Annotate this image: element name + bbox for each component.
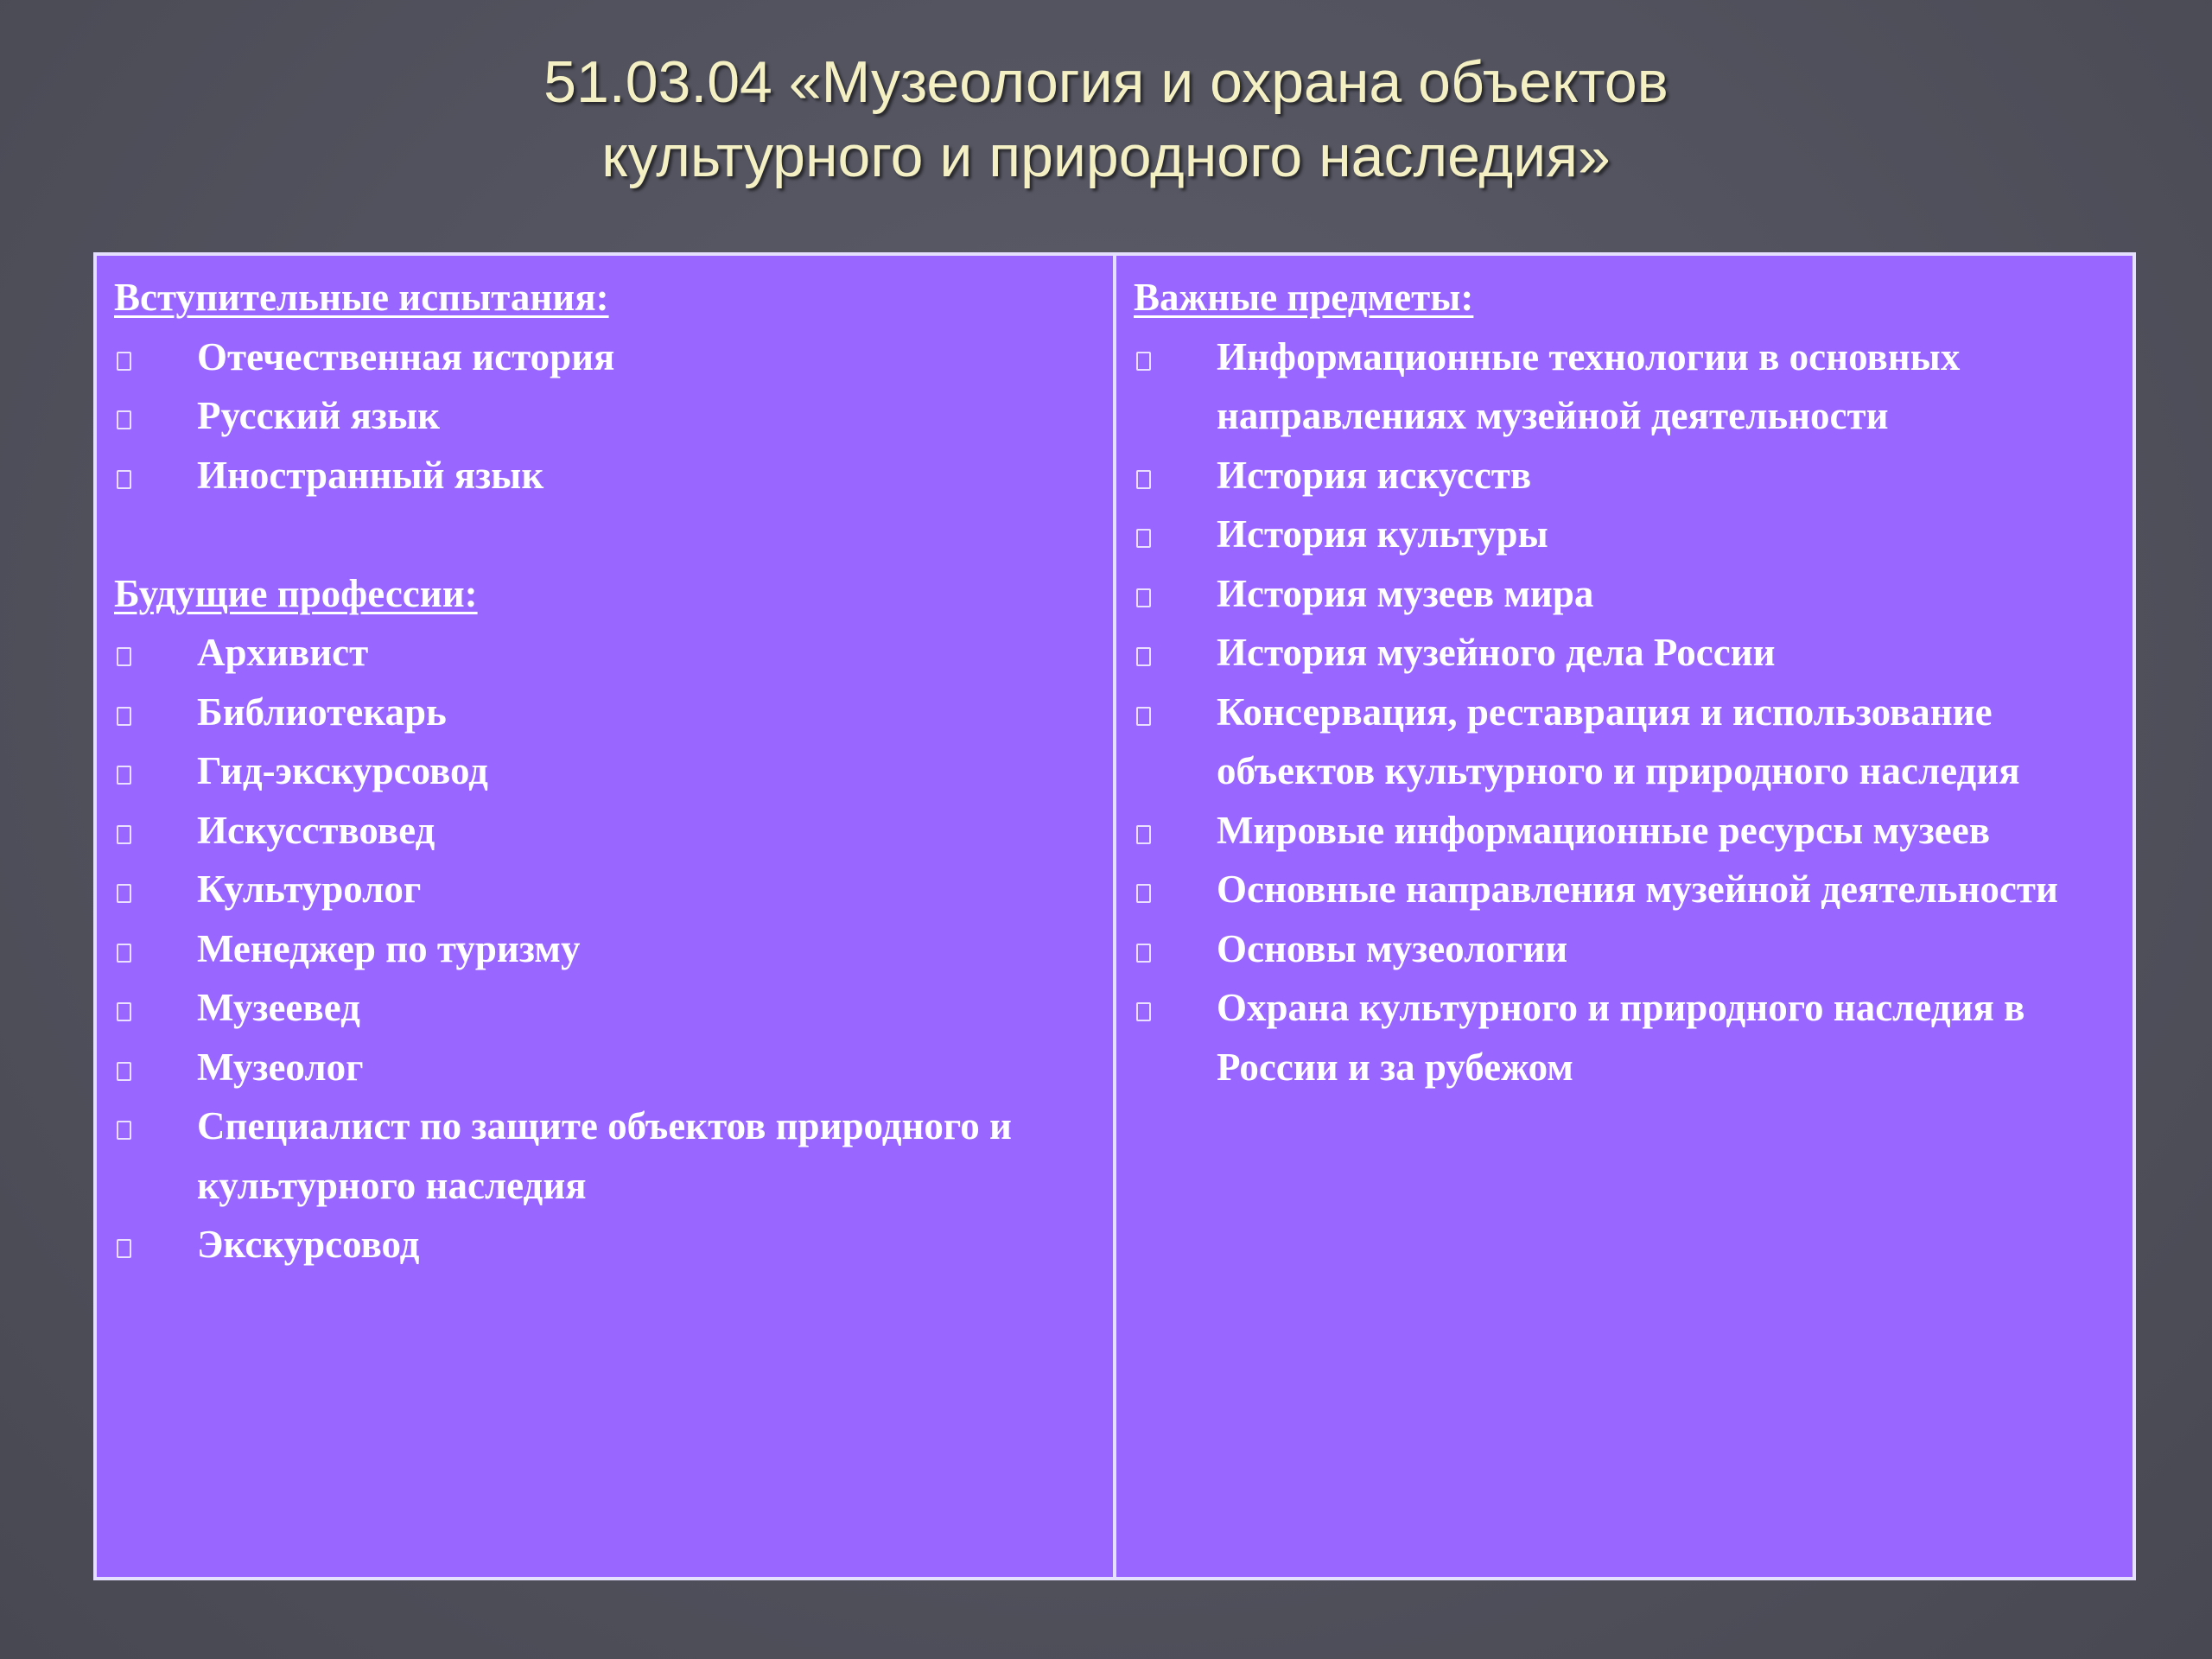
- list-item: [1134, 505, 2115, 564]
- list-item-text: Искусствовед: [197, 808, 435, 852]
- bullet-icon: [1136, 707, 1151, 726]
- list-item-text: Отечественная история: [197, 334, 615, 378]
- professions-list: [114, 623, 1096, 1274]
- list-item: [1134, 860, 2115, 919]
- list-item-text: Специалист по защите объектов природного и культурного наследия: [197, 1104, 1012, 1207]
- list-item: [114, 1038, 1096, 1097]
- bullet-icon: [1136, 352, 1151, 371]
- bullet-icon: [117, 825, 131, 844]
- list-item: [114, 1215, 1096, 1274]
- list-item: [114, 978, 1096, 1038]
- subjects-list: [1134, 327, 2115, 1097]
- exams-heading: Вступительные испытания:: [114, 276, 609, 319]
- bullet-icon: [117, 884, 131, 903]
- list-item: [1134, 327, 2115, 446]
- bullet-icon: [1136, 588, 1151, 607]
- list-item-text: Информационные технологии в основных направлениях музейной деятельности: [1217, 334, 1961, 437]
- bullet-icon: [1136, 647, 1151, 666]
- bullet-icon: [117, 647, 131, 666]
- bullet-icon: [117, 470, 131, 489]
- left-column: [97, 256, 1116, 1577]
- slide-title: [0, 45, 2212, 194]
- list-item: [1134, 446, 2115, 505]
- list-item-text: Библиотекарь: [197, 690, 447, 734]
- list-item-text: Мировые информационные ресурсы музеев: [1217, 808, 1991, 852]
- content-table: [93, 252, 2136, 1580]
- list-item: [114, 919, 1096, 979]
- bullet-icon: [1136, 825, 1151, 844]
- list-item: [1134, 801, 2115, 861]
- list-item-text: История культуры: [1217, 512, 1548, 556]
- list-item: [114, 801, 1096, 861]
- list-item-text: Иностранный язык: [197, 453, 544, 497]
- list-item-text: Архивист: [197, 631, 369, 674]
- list-item: [1134, 683, 2115, 801]
- list-item-text: История музеев мира: [1217, 571, 1594, 615]
- list-item: [1134, 623, 2115, 683]
- list-item: [114, 860, 1096, 919]
- slide-title-line-2: культурного и природного наследия»: [601, 124, 1611, 189]
- bullet-icon: [1136, 529, 1151, 548]
- right-column: [1116, 256, 2133, 1577]
- list-item-text: Охрана культурного и природного наследия в России и за рубежом: [1217, 986, 2025, 1089]
- bullet-icon: [117, 944, 131, 963]
- list-item: [114, 327, 1096, 387]
- list-item: [114, 386, 1096, 446]
- list-item-text: Русский язык: [197, 394, 441, 437]
- list-item-text: Музеолог: [197, 1045, 364, 1089]
- list-item-text: История музейного дела России: [1217, 631, 1776, 674]
- list-item: [114, 1096, 1096, 1215]
- bullet-icon: [1136, 944, 1151, 963]
- bullet-icon: [117, 1121, 131, 1140]
- spacer: [114, 505, 1096, 564]
- list-item-text: Гид-экскурсовод: [197, 749, 488, 792]
- bullet-icon: [117, 1062, 131, 1081]
- list-item-text: Культуролог: [197, 868, 422, 911]
- list-item: [114, 683, 1096, 742]
- list-item: [1134, 978, 2115, 1096]
- exams-list: [114, 327, 1096, 505]
- list-item: [114, 623, 1096, 683]
- list-item-text: Консервация, реставрация и использование объектов культурного и природного наследия: [1217, 690, 2020, 792]
- bullet-icon: [117, 1239, 131, 1258]
- bullet-icon: [117, 766, 131, 785]
- list-item: [1134, 564, 2115, 624]
- bullet-icon: [117, 352, 131, 371]
- professions-heading: Будущие профессии:: [114, 571, 478, 615]
- list-item: [114, 741, 1096, 801]
- bullet-icon: [117, 410, 131, 429]
- bullet-icon: [1136, 470, 1151, 489]
- list-item-text: Музеевед: [197, 986, 360, 1029]
- list-item: [114, 446, 1096, 505]
- list-item-text: Основные направления музейной деятельности: [1217, 868, 2058, 911]
- list-item-text: Менеджер по туризму: [197, 926, 581, 970]
- bullet-icon: [1136, 884, 1151, 903]
- slide-title-line-1: 51.03.04 «Музеология и охрана объектов: [543, 49, 1669, 115]
- list-item-text: Экскурсовод: [197, 1223, 420, 1266]
- subjects-heading: Важные предметы:: [1134, 276, 1474, 319]
- bullet-icon: [117, 707, 131, 726]
- list-item: [1134, 919, 2115, 979]
- bullet-icon: [1136, 1002, 1151, 1021]
- list-item-text: Основы музеологии: [1217, 926, 1568, 970]
- bullet-icon: [117, 1002, 131, 1021]
- list-item-text: История искусств: [1217, 453, 1532, 497]
